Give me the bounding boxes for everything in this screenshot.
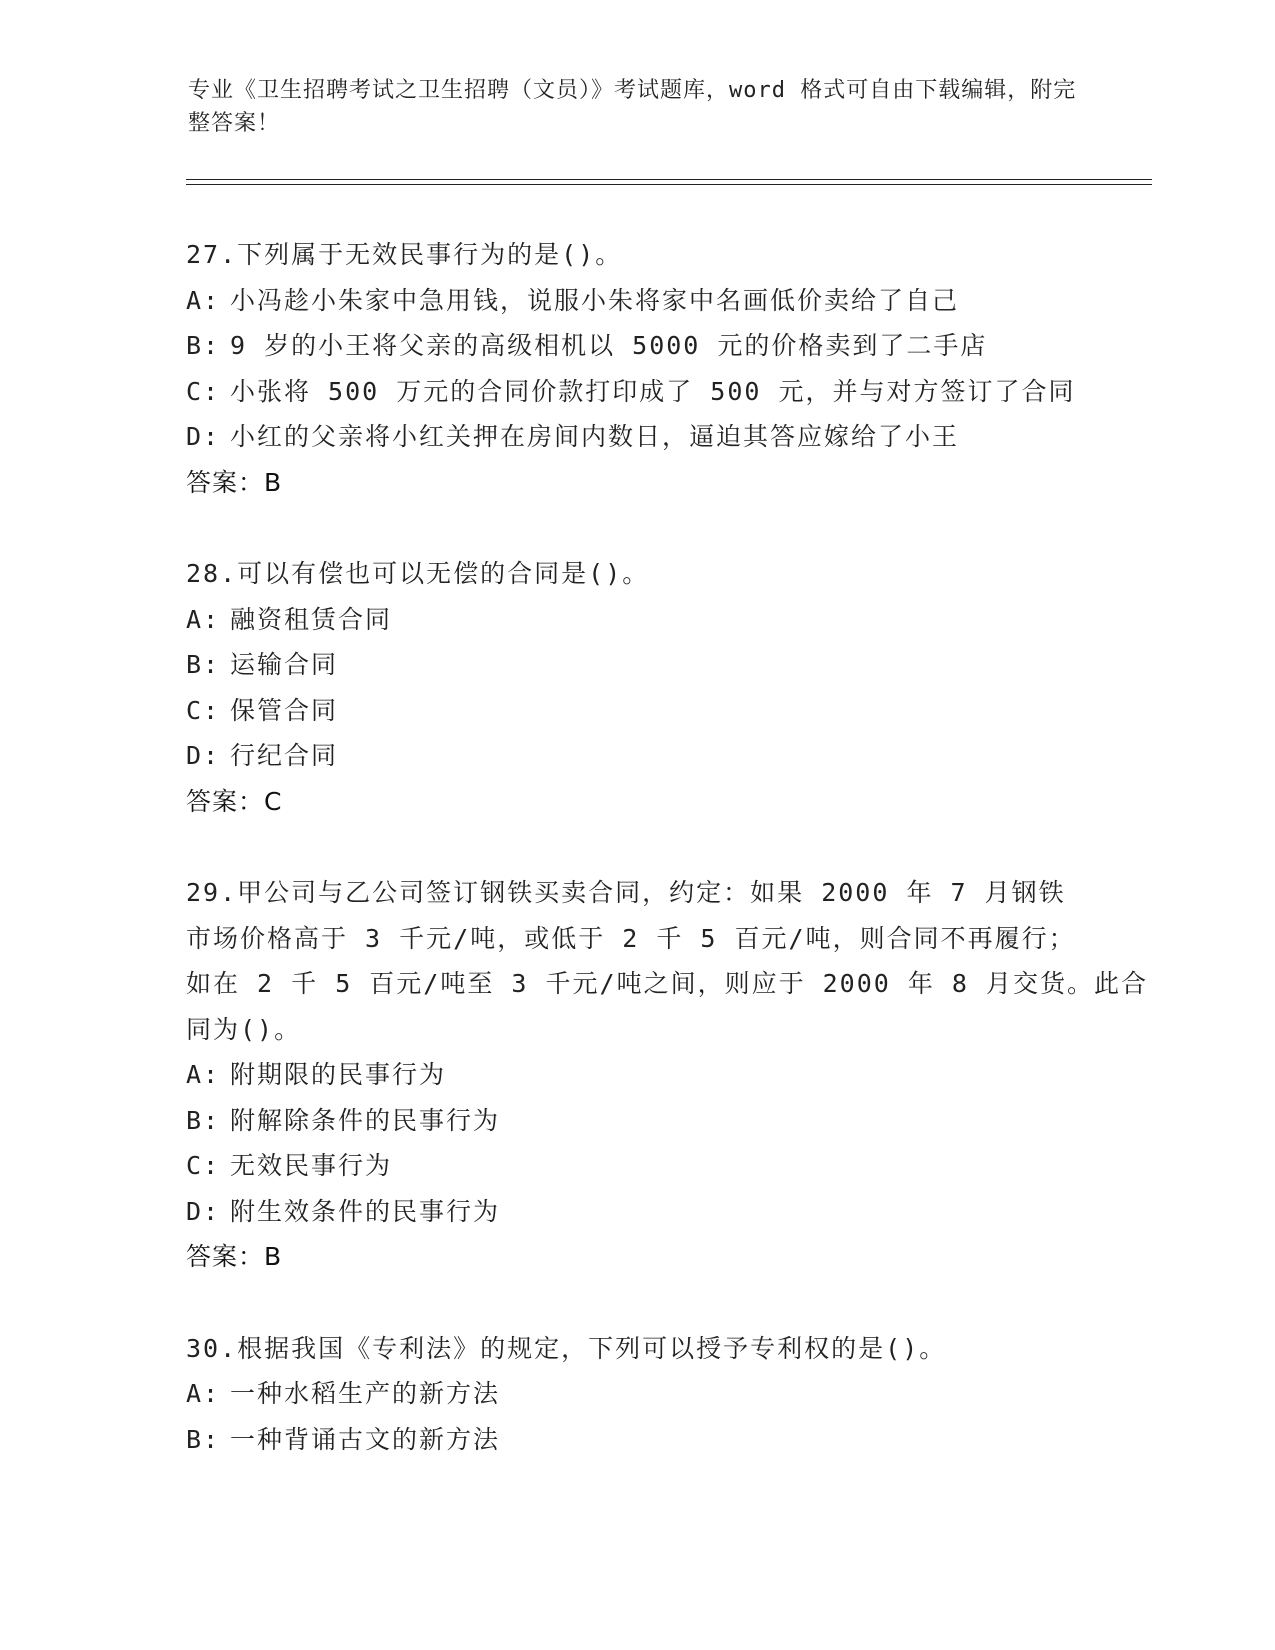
option-letter: D: — [186, 422, 221, 451]
option-b — [186, 1098, 1086, 1144]
option-text: 小张将 500 万元的合同价款打印成了 500 元，并与对方签订了合同 — [230, 376, 1076, 406]
option-d — [186, 414, 1086, 460]
option-a — [186, 597, 1086, 643]
question-29 — [186, 870, 1149, 1280]
option-c — [186, 1143, 1086, 1189]
question-stem: 28.可以有偿也可以无偿的合同是()。 — [186, 559, 650, 588]
option-text: 保管合同 — [230, 695, 339, 725]
question-list — [186, 232, 1149, 1462]
option-text: 无效民事行为 — [230, 1151, 393, 1180]
option-text: 融资租赁合同 — [230, 604, 393, 634]
header-divider-top — [186, 179, 1152, 180]
option-letter: C: — [186, 695, 221, 725]
answer-line: 答案：B — [186, 1242, 283, 1271]
question-stem-line: 同为()。 — [186, 1014, 302, 1044]
question-30 — [186, 1326, 1086, 1463]
option-d — [186, 733, 1086, 779]
option-text: 小冯趁小朱家中急用钱，说服小朱将家中名画低价卖给了自己 — [230, 285, 960, 315]
option-b — [186, 323, 1086, 369]
option-text: 小红的父亲将小红关押在房间内数日，逼迫其答应嫁给了小王 — [230, 422, 960, 451]
option-text: 行纪合同 — [230, 741, 339, 770]
option-a — [186, 278, 1086, 324]
option-letter: D: — [186, 741, 221, 770]
option-c — [186, 369, 1086, 415]
question-gap — [186, 1280, 1086, 1326]
option-text: 一种背诵古文的新方法 — [230, 1424, 501, 1454]
option-d — [186, 1189, 1086, 1235]
question-stem-line: 29.甲公司与乙公司签订钢铁买卖合同，约定：如果 2000 年 7 月钢铁 — [186, 878, 1066, 907]
question-stem: 30.根据我国《专利法》的规定，下列可以授予专利权的是()。 — [186, 1333, 947, 1363]
option-letter: A: — [186, 1060, 221, 1089]
question-stem-line: 市场价格高于 3 千元/吨，或低于 2 千 5 百元/吨，则合同不再履行； — [186, 923, 1076, 953]
option-letter: A: — [186, 1379, 221, 1408]
header-divider-bottom — [186, 184, 1152, 185]
option-text: 附期限的民事行为 — [230, 1060, 447, 1089]
question-27 — [186, 232, 1086, 505]
answer-line: 答案：C — [186, 786, 283, 816]
option-letter: B: — [186, 650, 221, 679]
option-text: 9 岁的小王将父亲的高级相机以 5000 元的价格卖到了二手店 — [230, 331, 988, 360]
option-b — [186, 642, 1086, 688]
question-gap — [186, 505, 1086, 551]
option-letter: D: — [186, 1196, 221, 1226]
option-text: 附生效条件的民事行为 — [230, 1196, 501, 1226]
document-intro: 专业《卫生招聘考试之卫生招聘（文员）》考试题库，word 格式可自由下载编辑，附完整答案！ — [188, 78, 1077, 136]
question-28 — [186, 551, 1086, 824]
option-letter: C: — [186, 1151, 221, 1180]
option-letter: A: — [186, 285, 221, 315]
question-stem: 27.下列属于无效民事行为的是()。 — [186, 240, 623, 269]
option-a — [186, 1371, 1086, 1417]
question-gap — [186, 824, 1086, 870]
option-b — [186, 1417, 1086, 1463]
option-letter: A: — [186, 604, 221, 634]
option-c — [186, 688, 1086, 734]
option-letter: B: — [186, 1424, 221, 1454]
option-text: 附解除条件的民事行为 — [230, 1105, 501, 1135]
option-letter: B: — [186, 1105, 221, 1135]
option-text: 运输合同 — [230, 650, 339, 679]
option-letter: C: — [186, 376, 221, 406]
answer-line: 答案：B — [186, 467, 283, 497]
question-stem-line: 如在 2 千 5 百元/吨至 3 千元/吨之间，则应于 2000 年 8 月交货。此合 — [186, 969, 1149, 998]
option-letter: B: — [186, 331, 221, 360]
option-a — [186, 1052, 1086, 1098]
option-text: 一种水稻生产的新方法 — [230, 1379, 501, 1408]
